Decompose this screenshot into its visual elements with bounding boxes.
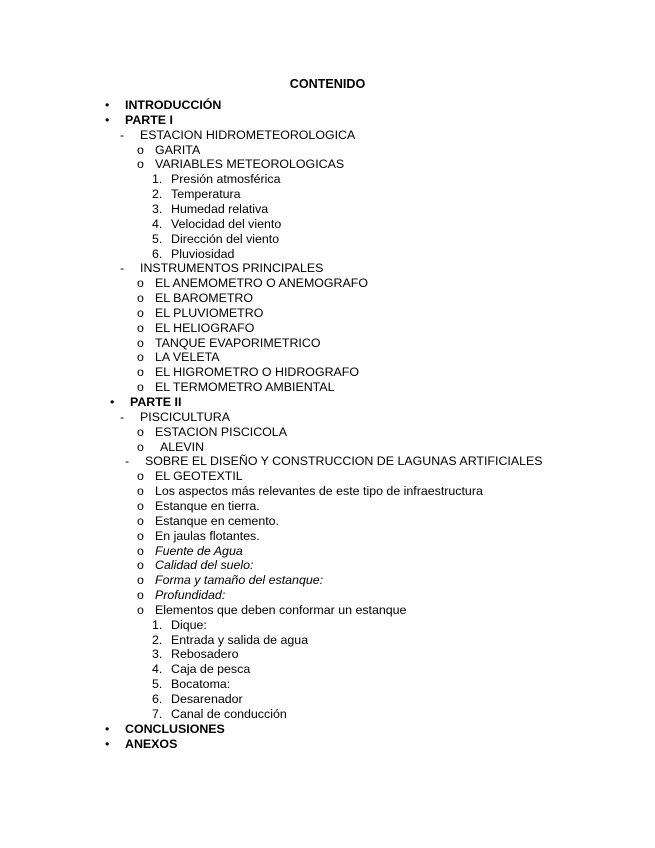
toc-entry-marker: 2. — [152, 632, 163, 647]
toc-entry-text: Profundidad: — [155, 588, 226, 603]
toc-entry-text: INSTRUMENTOS PRINCIPALES — [140, 261, 324, 276]
toc-entry-marker: o — [137, 528, 144, 543]
toc-entry-text: Elementos que deben conformar un estanque — [155, 602, 407, 617]
toc-entry-text: PARTE I — [125, 112, 173, 127]
toc-entry-marker: - — [125, 454, 130, 469]
toc-entry-marker: 1. — [152, 172, 163, 187]
toc-entry-text: TANQUE EVAPORIMETRICO — [155, 335, 321, 350]
toc-entry-text: Humedad relativa — [171, 201, 269, 216]
toc-entry-marker: o — [137, 305, 144, 320]
toc-entry-marker: - — [120, 127, 125, 142]
toc-entry-text: Bocatoma: — [171, 677, 231, 692]
toc-entry-marker: o — [137, 335, 144, 350]
toc-entry-marker: o — [137, 573, 144, 588]
toc-entry-marker: - — [120, 261, 125, 276]
toc-entry-text: EL GEOTEXTIL — [155, 469, 243, 484]
toc-entry-text: EL HELIOGRAFO — [155, 320, 255, 335]
toc-entry-text: PISCICULTURA — [140, 409, 230, 424]
toc-entry-marker: o — [137, 365, 144, 380]
toc-entry-marker: • — [105, 736, 110, 751]
toc-entry-text: EL ANEMOMETRO O ANEMOGRAFO — [155, 276, 368, 291]
toc-entry-text: SOBRE EL DISEÑO Y CONSTRUCCION DE LAGUNAS ARTIFICIALES — [145, 454, 543, 469]
toc-entry-marker: o — [137, 380, 144, 395]
page-title: CONTENIDO — [289, 77, 366, 91]
toc-entry-text: ANEXOS — [125, 736, 178, 751]
toc-entry-marker: 4. — [152, 216, 163, 231]
toc-entry-marker: - — [120, 409, 125, 424]
toc-entry-marker: • — [105, 721, 110, 736]
toc-entry-text: Desarenador — [171, 692, 243, 706]
toc-entry-marker: • — [110, 395, 115, 409]
toc-entry-marker: 2. — [152, 187, 163, 202]
toc-entry-marker: o — [137, 543, 144, 558]
toc-entry-text: Estanque en cemento. — [155, 513, 279, 528]
toc-entry-text: PARTE II — [130, 395, 182, 409]
toc-entry-text: Estanque en tierra. — [155, 498, 260, 513]
toc-entry-text: EL PLUVIOMETRO — [155, 305, 264, 320]
toc-entry-marker: o — [137, 157, 144, 172]
toc-entry-marker: 3. — [152, 647, 163, 662]
toc-entry-text: ESTACION HIDROMETEOROLOGICA — [140, 127, 356, 142]
toc-entry-text: Entrada y salida de agua — [171, 632, 309, 647]
toc-entry-text: INTRODUCCIÓN — [125, 98, 222, 112]
toc-entry-text: Dirección del viento — [171, 231, 280, 246]
toc-entry-text: ALEVIN — [160, 439, 205, 454]
toc-entry-text: CONCLUSIONES — [125, 721, 225, 736]
toc-entry-marker: o — [137, 320, 144, 335]
toc-entry-text: EL TERMOMETRO AMBIENTAL — [155, 380, 335, 395]
toc-entry-text: En jaulas flotantes. — [155, 528, 260, 543]
toc-entry-text: EL HIGROMETRO O HIDROGRAFO — [155, 365, 359, 380]
toc-entry-text: Fuente de Agua — [155, 543, 243, 558]
toc-entry-text: Los aspectos más relevantes de este tipo de infraestructura — [155, 484, 483, 499]
toc-entry-marker: o — [137, 350, 144, 365]
toc-entry-marker: o — [137, 588, 144, 603]
toc-entry-text: Canal de conducción — [171, 706, 287, 721]
toc-entry-text: GARITA — [155, 142, 201, 157]
toc-entry-text: Dique: — [171, 617, 207, 632]
toc-entry-text: Temperatura — [171, 187, 241, 202]
toc-entry-marker: 1. — [152, 617, 163, 632]
toc-entry-marker: o — [137, 276, 144, 291]
toc-entry-text: LA VELETA — [155, 350, 220, 365]
toc-entry-marker: 6. — [152, 246, 163, 261]
toc-entry-marker: o — [137, 142, 144, 157]
toc-entry-marker: o — [137, 558, 144, 573]
toc-entry-marker: o — [137, 513, 144, 528]
toc-entry-text: Pluviosidad — [171, 246, 235, 261]
toc-entry-text: Rebosadero — [171, 647, 239, 662]
toc-entry-marker: 5. — [152, 231, 163, 246]
toc-entry-marker: 7. — [152, 706, 163, 721]
toc-entry-marker: o — [137, 602, 144, 617]
toc-entry-text: EL BAROMETRO — [155, 291, 253, 306]
toc-entry-marker: o — [137, 291, 144, 306]
toc-entry-text: ESTACION PISCICOLA — [155, 424, 287, 439]
toc-entry-marker: o — [137, 498, 144, 513]
toc-entry-marker: 3. — [152, 201, 163, 216]
toc-entry-marker: 5. — [152, 677, 163, 692]
toc-entry-marker: o — [137, 484, 144, 499]
toc-entry-marker: o — [137, 469, 144, 484]
toc-entry-text: VARIABLES METEOROLOGICAS — [155, 157, 345, 172]
toc-entry-text: Caja de pesca — [171, 662, 251, 677]
toc-entry-marker: 6. — [152, 692, 163, 706]
toc-entry-marker: • — [105, 112, 110, 127]
toc-entry-text: Velocidad del viento — [171, 216, 282, 231]
toc-entry-marker: o — [137, 424, 144, 439]
toc-entry-marker: • — [105, 98, 110, 112]
toc-entry-text: Presión atmosférica — [171, 172, 281, 187]
toc-entry-text: Forma y tamaño del estanque: — [155, 573, 324, 588]
toc-entry-marker: o — [137, 439, 144, 454]
toc-entry-marker: 4. — [152, 662, 163, 677]
toc-entry-text: Calidad del suelo: — [155, 558, 254, 573]
